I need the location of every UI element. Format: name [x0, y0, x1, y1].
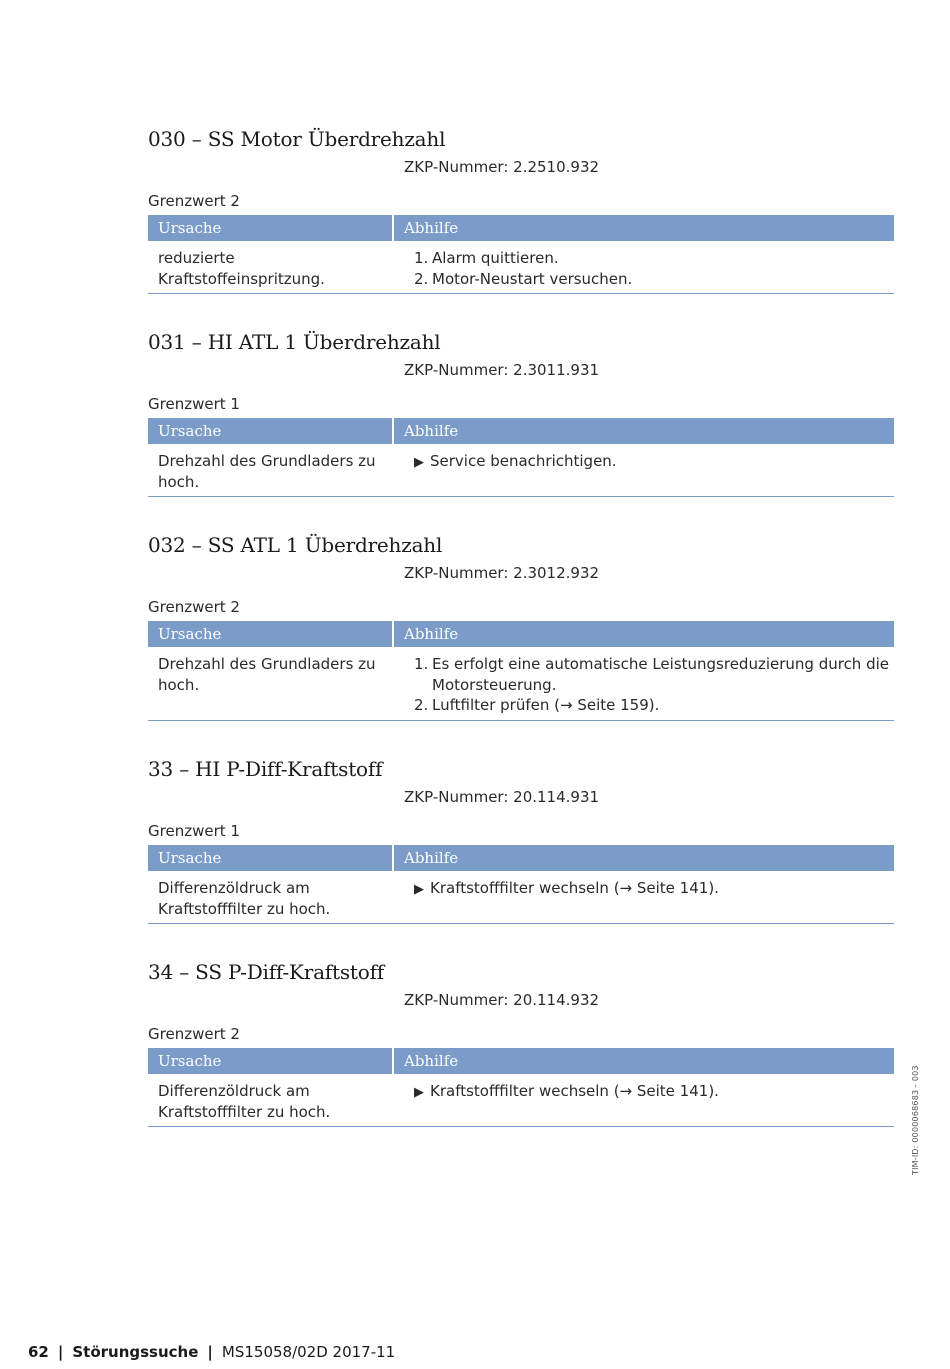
step-number: 2.: [414, 696, 429, 714]
table-header: [148, 1048, 894, 1074]
fault-table: [148, 621, 894, 721]
limit-value: Grenzwert 2: [148, 1025, 240, 1043]
fault-table: [148, 1048, 894, 1127]
step-number: 1.: [414, 655, 429, 673]
column-remedy: Abhilfe: [404, 219, 459, 237]
fault-section-031: [148, 327, 894, 491]
page-footer: [28, 1342, 395, 1362]
limit-value: Grenzwert 2: [148, 192, 240, 210]
list-item: [414, 654, 894, 695]
column-cause: Ursache: [148, 215, 394, 241]
step-number: 2.: [414, 269, 429, 288]
step-text: Motor-Neustart versuchen.: [432, 269, 633, 288]
zkp-number: ZKP-Nummer: 2.3012.932: [404, 564, 600, 582]
column-cause: Ursache: [148, 418, 394, 444]
remedy-cell: [396, 654, 894, 716]
triangle-right-icon: ▶: [414, 882, 424, 897]
table-header: [148, 845, 894, 871]
action-text: Service benachrichtigen.: [430, 452, 617, 470]
list-item: [414, 695, 894, 716]
table-row: [148, 444, 894, 496]
fault-section-34: [148, 957, 894, 1121]
cause-cell: Drehzahl des Grundladers zu hoch.: [158, 452, 376, 491]
step-text: Luftfilter prüfen (→ Seite 159).: [432, 696, 660, 714]
action-text: Kraftstofffilter wechseln (→ Seite 141).: [430, 1082, 719, 1100]
table-row: [148, 871, 894, 923]
list-item: [414, 269, 894, 290]
column-cause: Ursache: [148, 1048, 394, 1074]
action-text: Kraftstofffilter wechseln (→ Seite 141).: [430, 879, 719, 897]
zkp-number: ZKP-Nummer: 20.114.931: [404, 788, 600, 806]
table-row: [148, 241, 894, 293]
table-header: [148, 621, 894, 647]
tim-id-note: TIM-ID: 0000068683 - 003: [911, 1065, 920, 1175]
cause-cell: Differenzöldruck am Kraftstofffilter zu hoch.: [158, 1082, 331, 1121]
document-id: MS15058/02D 2017-11: [221, 1343, 396, 1361]
fault-table: [148, 418, 894, 497]
section-title: 34 – SS P-Diff-Kraftstoff: [148, 960, 384, 984]
cause-cell: Drehzahl des Grundladers zu hoch.: [158, 655, 376, 694]
fault-table: [148, 845, 894, 924]
limit-value: Grenzwert 1: [148, 395, 240, 413]
section-title: 031 – HI ATL 1 Überdrehzahl: [148, 330, 441, 354]
limit-value: Grenzwert 2: [148, 598, 240, 616]
page-number: 62: [28, 1343, 49, 1361]
footer-separator: |: [57, 1343, 64, 1361]
limit-value: Grenzwert 1: [148, 822, 240, 840]
remedy-cell: [396, 248, 894, 289]
table-row: [148, 1074, 894, 1126]
zkp-number: ZKP-Nummer: 2.3011.931: [404, 361, 600, 379]
cause-cell: Differenzöldruck am Kraftstofffilter zu hoch.: [158, 879, 331, 918]
section-title: 030 – SS Motor Überdrehzahl: [148, 127, 446, 151]
section-title: 33 – HI P-Diff-Kraftstoff: [148, 757, 383, 781]
remedy-cell: [396, 878, 894, 919]
table-row: [148, 647, 894, 720]
zkp-number: ZKP-Nummer: 2.2510.932: [404, 158, 600, 176]
remedy-steps: [414, 248, 894, 289]
fault-section-032: [148, 530, 894, 714]
fault-table: [148, 215, 894, 294]
chapter-name: Störungssuche: [72, 1343, 199, 1361]
remedy-steps: [414, 654, 894, 716]
table-header: [148, 215, 894, 241]
section-title: 032 – SS ATL 1 Überdrehzahl: [148, 533, 443, 557]
triangle-right-icon: ▶: [414, 455, 424, 470]
triangle-right-icon: ▶: [414, 1085, 424, 1100]
fault-section-030: [148, 124, 894, 288]
zkp-number: ZKP-Nummer: 20.114.932: [404, 991, 600, 1009]
step-number: 1.: [414, 249, 429, 267]
step-text: Alarm quittieren.: [432, 249, 559, 267]
table-header: [148, 418, 894, 444]
remedy-cell: [396, 451, 894, 492]
footer-separator: |: [207, 1343, 213, 1361]
list-item: [414, 248, 894, 269]
column-cause: Ursache: [148, 845, 394, 871]
column-remedy: Abhilfe: [404, 1052, 459, 1070]
column-remedy: Abhilfe: [404, 625, 459, 643]
fault-section-33: [148, 754, 894, 918]
column-cause: Ursache: [148, 621, 394, 647]
cause-cell: reduzierte Kraftstoffeinspritzung.: [158, 249, 325, 288]
step-text: Es erfolgt eine automatische Leistungsreduzierung durch die Motorsteuerung.: [432, 655, 890, 694]
remedy-cell: [396, 1081, 894, 1122]
column-remedy: Abhilfe: [404, 422, 459, 440]
column-remedy: Abhilfe: [404, 849, 459, 867]
